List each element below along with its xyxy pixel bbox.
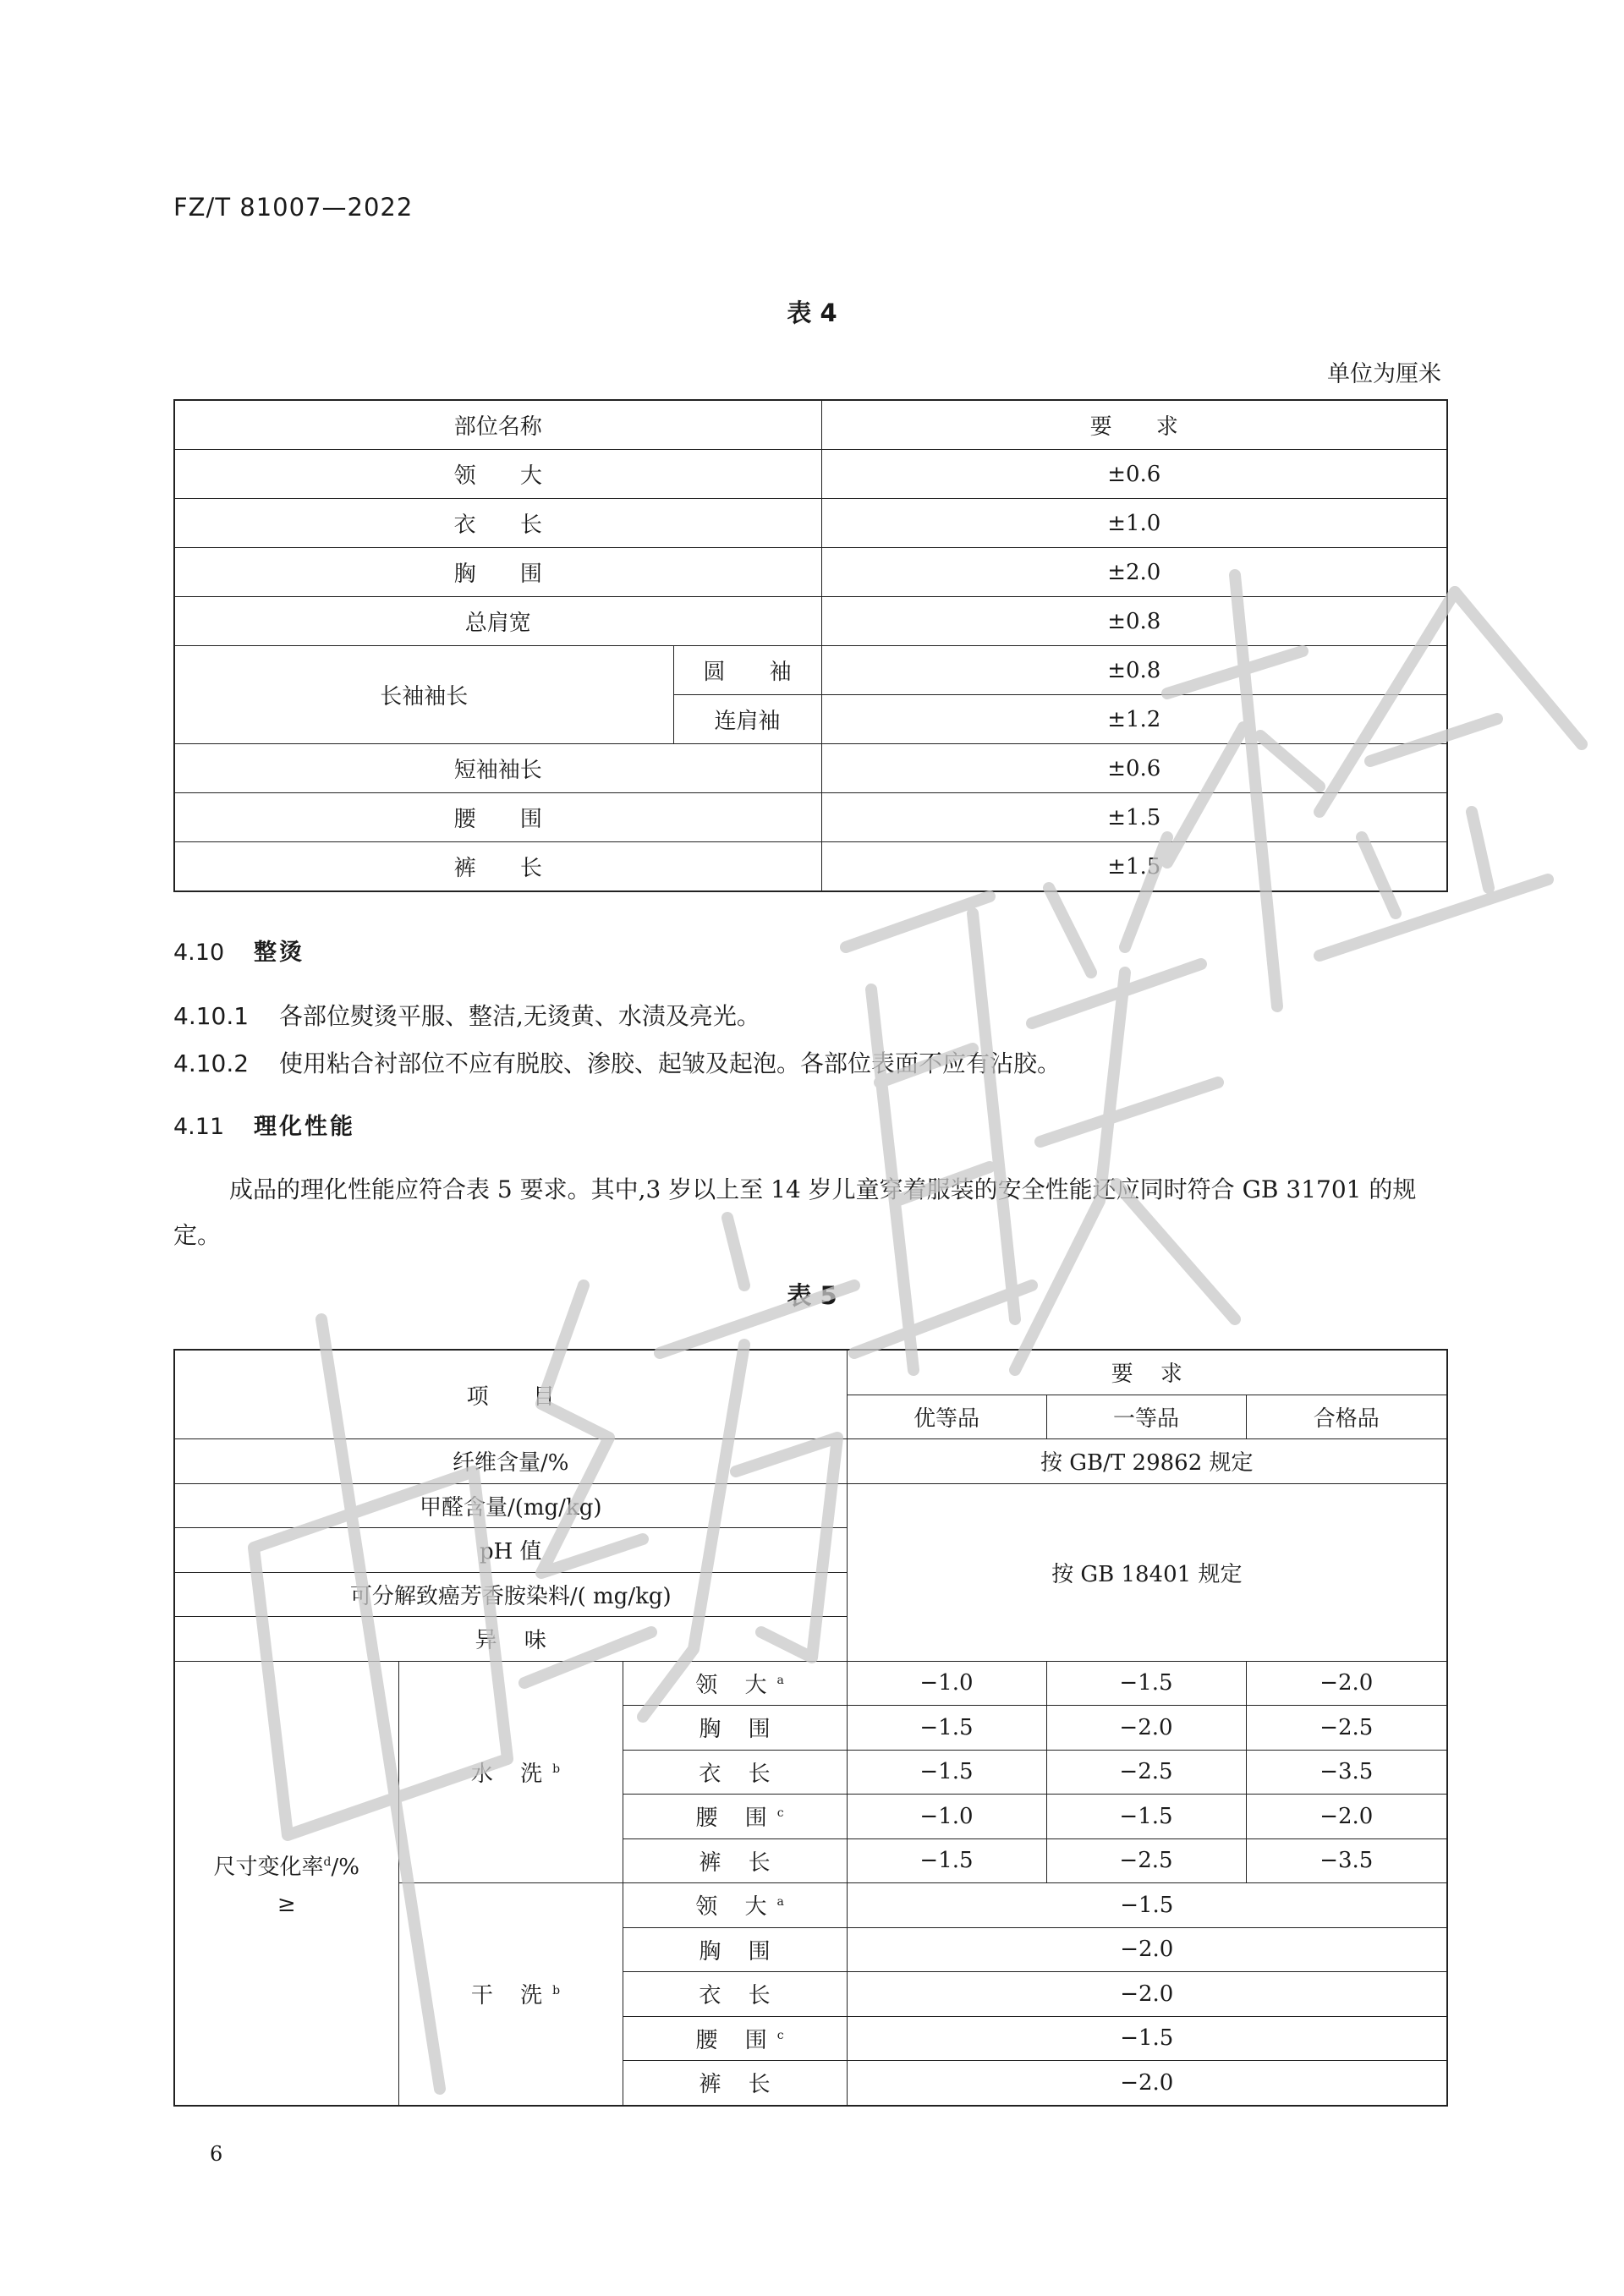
part-cell	[623, 1927, 847, 1972]
item-header: 项 目	[174, 1350, 847, 1439]
part-cell	[623, 2016, 847, 2061]
section-4-11-heading	[173, 1108, 355, 1141]
grade-header: 优等品	[847, 1395, 1046, 1439]
part-label: 裤 长	[699, 1849, 781, 1876]
value-cell: −1.5	[847, 2016, 1447, 2061]
value-cell: −1.5	[1046, 1661, 1246, 1706]
value-cell: −1.5	[847, 1883, 1447, 1928]
value-cell: −1.5	[1046, 1795, 1246, 1839]
value-cell: ±0.6	[821, 744, 1447, 793]
table-5-title: 表 5	[787, 1281, 837, 1310]
value-cell: −1.0	[847, 1661, 1046, 1706]
value-cell: −3.5	[1246, 1750, 1447, 1795]
part-cell	[623, 1883, 847, 1928]
part-cell: 短袖袖长	[174, 744, 821, 793]
part-label: 胸 围	[699, 1938, 781, 1964]
wash-method-label: 水 洗	[470, 1761, 553, 1787]
table-4-title: 表 4	[787, 299, 837, 327]
part-cell	[623, 1661, 847, 1706]
footnote-mark: c	[776, 2028, 784, 2042]
dry-method-cell	[398, 1883, 623, 2106]
footnote-mark: b	[552, 1762, 561, 1776]
table-row	[174, 1483, 1447, 1528]
size-change-text: 尺寸变化率	[213, 1854, 324, 1880]
clause-text: 各部位熨烫平服、整洁,无烫黄、水渍及亮光。	[279, 1002, 760, 1030]
value-cell: −1.5	[847, 1838, 1046, 1883]
table-row	[174, 450, 1447, 499]
value-cell: −1.5	[847, 1706, 1046, 1751]
value-cell: −2.0	[847, 1927, 1447, 1972]
standard-code: FZ/T 81007—2022	[173, 193, 414, 222]
part-cell: 衣 长	[174, 499, 821, 548]
header-cell: 要 求	[821, 400, 1447, 450]
value-cell: −2.0	[1046, 1706, 1246, 1751]
part-cell	[623, 1750, 847, 1795]
value-cell: −2.0	[1246, 1795, 1447, 1839]
part-cell: 总肩宽	[174, 597, 821, 646]
clause-4-10-1	[173, 998, 760, 1032]
table-row	[174, 842, 1447, 892]
table-row	[174, 1661, 1447, 1706]
size-change-unit: /%	[331, 1854, 359, 1880]
part-label: 腰 围	[695, 2027, 777, 2053]
table-row	[174, 400, 1447, 450]
header-cell: 部位名称	[174, 400, 821, 450]
table-row	[174, 1439, 1447, 1484]
part-cell: 领 大	[174, 450, 821, 499]
sub-part-cell: 圆 袖	[673, 646, 821, 695]
section-number: 4.10	[173, 940, 225, 966]
footnote-mark: b	[552, 1984, 561, 1998]
part-cell	[623, 1795, 847, 1839]
part-label: 裤 长	[699, 2072, 781, 2098]
table-row	[174, 793, 1447, 842]
value-cell: ±2.0	[821, 548, 1447, 597]
value-cell: −2.5	[1046, 1750, 1246, 1795]
table-row	[174, 744, 1447, 793]
footnote-mark: a	[776, 1895, 784, 1910]
table-row	[174, 1350, 1447, 1395]
clause-number: 4.10.2	[173, 1049, 250, 1077]
clause-4-10-2	[173, 1045, 1061, 1079]
page-number: 6	[210, 2142, 223, 2166]
wash-method-cell	[398, 1661, 623, 1883]
value-cell: ±1.0	[821, 499, 1447, 548]
dry-method-label: 干 洗	[470, 1983, 553, 2009]
value-cell: −2.5	[1046, 1838, 1246, 1883]
part-cell: 长袖袖长	[174, 646, 673, 744]
requirement-header: 要 求	[847, 1350, 1447, 1395]
part-label: 腰 围	[695, 1806, 777, 1832]
part-cell	[623, 2061, 847, 2106]
value-cell: −1.0	[847, 1795, 1046, 1839]
section-title: 整烫	[254, 940, 304, 966]
part-cell: 腰 围	[174, 793, 821, 842]
value-cell: −2.0	[1246, 1661, 1447, 1706]
value-cell: 按 GB 18401 规定	[847, 1483, 1447, 1661]
value-cell: −1.5	[847, 1750, 1046, 1795]
part-label: 领 大	[695, 1672, 777, 1698]
value-cell: −2.0	[847, 2061, 1447, 2106]
size-change-sign: ≥	[277, 1891, 296, 1917]
value-cell: −2.0	[847, 1972, 1447, 2017]
table-row	[174, 499, 1447, 548]
value-cell: 按 GB/T 29862 规定	[847, 1439, 1447, 1484]
item-cell: 纤维含量/%	[174, 1439, 847, 1484]
grade-header: 一等品	[1046, 1395, 1246, 1439]
table-row	[174, 646, 1447, 695]
table-4	[173, 399, 1448, 892]
item-cell: 可分解致癌芳香胺染料/( mg/kg)	[174, 1572, 847, 1617]
table-5	[173, 1349, 1448, 2107]
item-cell: pH 值	[174, 1528, 847, 1573]
part-cell: 胸 围	[174, 548, 821, 597]
part-label: 领 大	[695, 1894, 777, 1921]
footnote-mark: d	[323, 1855, 332, 1869]
sub-part-cell: 连肩袖	[673, 695, 821, 744]
footnote-mark: a	[776, 1673, 784, 1687]
value-cell: −2.5	[1246, 1706, 1447, 1751]
value-cell: ±1.5	[821, 793, 1447, 842]
part-cell	[623, 1838, 847, 1883]
value-cell: −3.5	[1246, 1838, 1447, 1883]
part-cell	[623, 1972, 847, 2017]
section-4-10-heading	[173, 934, 304, 967]
value-cell: ±1.5	[821, 842, 1447, 892]
table-4-unit: 单位为厘米	[1327, 361, 1441, 387]
part-label: 衣 长	[699, 1761, 781, 1787]
footnote-mark: c	[776, 1806, 784, 1821]
table-row	[174, 597, 1447, 646]
section-title: 理化性能	[254, 1114, 355, 1140]
clause-number: 4.10.1	[173, 1002, 250, 1030]
item-cell: 异 味	[174, 1617, 847, 1662]
value-cell: ±0.6	[821, 450, 1447, 499]
value-cell: ±1.2	[821, 695, 1447, 744]
section-number: 4.11	[173, 1114, 225, 1140]
part-cell: 裤 长	[174, 842, 821, 892]
item-cell: 甲醛含量/(mg/kg)	[174, 1483, 847, 1528]
size-change-label	[174, 1661, 398, 2106]
clause-text: 使用粘合衬部位不应有脱胶、渗胶、起皱及起泡。各部位表面不应有沾胶。	[279, 1049, 1062, 1077]
part-label: 衣 长	[699, 1983, 781, 2009]
table-row	[174, 548, 1447, 597]
part-cell	[623, 1706, 847, 1751]
body-paragraph: 成品的理化性能应符合表 5 要求。其中,3 岁以上至 14 岁儿童穿着服装的安全性能还应同时符合 GB 31701 的规定。	[173, 1175, 1417, 1249]
value-cell: ±0.8	[821, 597, 1447, 646]
grade-header: 合格品	[1246, 1395, 1447, 1439]
part-label: 胸 围	[699, 1717, 781, 1743]
value-cell: ±0.8	[821, 646, 1447, 695]
